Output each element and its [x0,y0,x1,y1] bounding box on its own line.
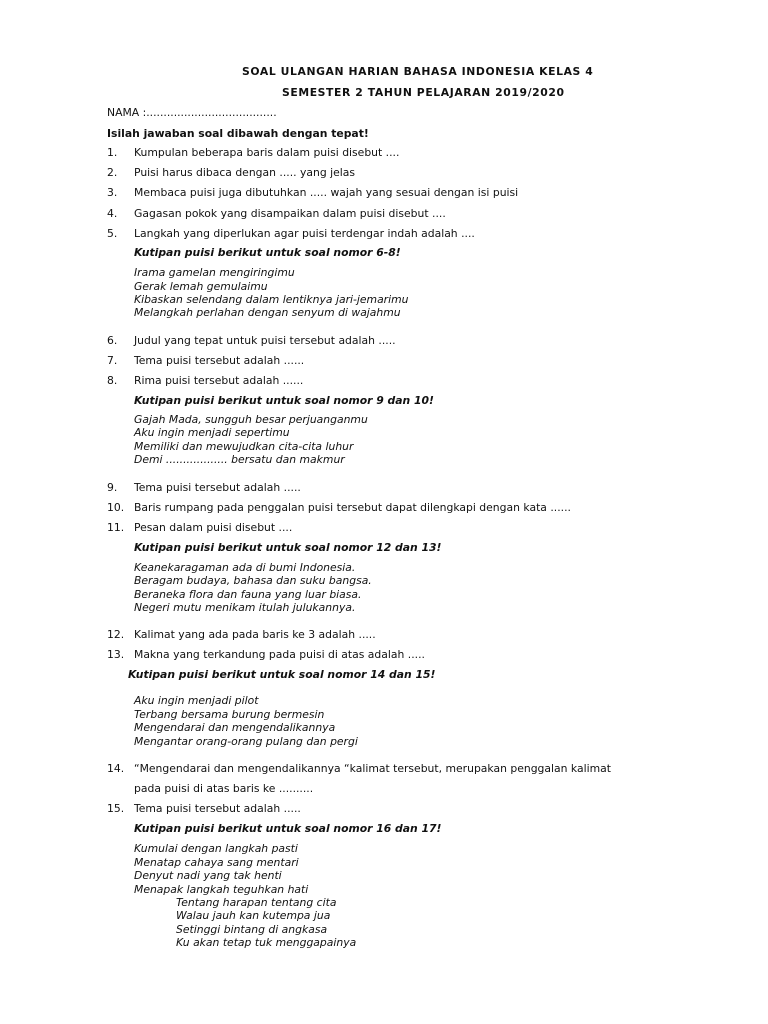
question-13: Makna yang terkandung pada puisi di atas adalah ..... [134,648,425,661]
poem-line: Mengendarai dan mengendalikannya [134,721,336,734]
question-10: Baris rumpang pada penggalan puisi tersebut dapat dilengkapi dengan kata ...... [134,501,571,514]
poem-line: Kumulai dengan langkah pasti [134,842,298,855]
question-2: Puisi harus dibaca dengan ..... yang jelas [134,166,356,179]
question-12: Kalimat yang ada pada baris ke 3 adalah ..... [134,628,376,641]
poem-line: Gajah Mada, sungguh besar perjuanganmu [134,413,368,426]
poem-header-14-15: Kutipan puisi berikut untuk soal nomor 14 dan 15! [128,668,436,681]
poem-line: Mengantar orang-orang pulang dan pergi [134,735,358,748]
question-number: 1. [107,146,118,159]
poem-line: Melangkah perlahan dengan senyum di wajahmu [134,306,401,319]
question-4: Gagasan pokok yang disampaikan dalam puisi disebut .... [134,207,446,220]
title-line-2: SEMESTER 2 TAHUN PELAJARAN 2019/2020 [282,86,565,99]
question-number: 10. [107,501,125,514]
question-15: Tema puisi tersebut adalah ..... [134,802,301,815]
poem-line: Walau jauh kan kutempa jua [176,909,331,922]
question-number: 8. [107,374,118,387]
question-11: Pesan dalam puisi disebut .... [134,521,293,534]
question-number: 13. [107,648,125,661]
poem-line: Tentang harapan tentang cita [176,896,337,909]
poem-header-12-13: Kutipan puisi berikut untuk soal nomor 12 dan 13! [134,541,442,554]
question-14-line-2: pada puisi di atas baris ke .......... [134,782,314,795]
question-number: 9. [107,481,118,494]
question-number: 14. [107,762,125,775]
question-6: Judul yang tepat untuk puisi tersebut adalah ..... [134,334,396,347]
question-number: 7. [107,354,118,367]
question-number: 4. [107,207,118,220]
poem-header-16-17: Kutipan puisi berikut untuk soal nomor 16 dan 17! [134,822,442,835]
poem-line: Kibaskan selendang dalam lentiknya jari-jemarimu [134,293,409,306]
poem-header-9-10: Kutipan puisi berikut untuk soal nomor 9 dan 10! [134,394,434,407]
poem-line: Menatap cahaya sang mentari [134,856,299,869]
poem-line: Setinggi bintang di angkasa [176,923,328,936]
poem-line: Menapak langkah teguhkan hati [134,883,309,896]
question-9: Tema puisi tersebut adalah ..... [134,481,301,494]
poem-line: Denyut nadi yang tak henti [134,869,282,882]
poem-line: Irama gamelan mengiringimu [134,266,295,279]
question-1: Kumpulan beberapa baris dalam puisi disebut .... [134,146,400,159]
question-number: 2. [107,166,118,179]
question-number: 12. [107,628,125,641]
poem-line: Terbang bersama burung bermesin [134,708,325,721]
question-14-line-1: “Mengendarai dan mengendalikannya “kalimat tersebut, merupakan penggalan kalimat [134,762,611,775]
poem-line: Beragam budaya, bahasa dan suku bangsa. [134,574,372,587]
poem-line: Gerak lemah gemulaimu [134,280,268,293]
instruction: Isilah jawaban soal dibawah dengan tepat! [107,127,369,140]
title-line-1: SOAL ULANGAN HARIAN BAHASA INDONESIA KELAS 4 [242,65,594,78]
name-field-label: NAMA :...................................... [107,106,277,119]
question-8: Rima puisi tersebut adalah ...... [134,374,304,387]
question-number: 3. [107,186,118,199]
question-3: Membaca puisi juga dibutuhkan ..... wajah yang sesuai dengan isi puisi [134,186,519,199]
poem-line: Negeri mutu menikam itulah julukannya. [134,601,356,614]
question-number: 5. [107,227,118,240]
question-7: Tema puisi tersebut adalah ...... [134,354,305,367]
poem-line: Aku ingin menjadi pilot [134,694,259,707]
poem-line: Demi .................. bersatu dan makmur [134,453,345,466]
poem-line: Keanekaragaman ada di bumi Indonesia. [134,561,356,574]
question-number: 6. [107,334,118,347]
poem-line: Aku ingin menjadi sepertimu [134,426,290,439]
poem-header-6-8: Kutipan puisi berikut untuk soal nomor 6-8! [134,246,401,259]
poem-line: Memiliki dan mewujudkan cita-cita luhur [134,440,354,453]
poem-line: Beraneka flora dan fauna yang luar biasa. [134,588,362,601]
question-number: 11. [107,521,125,534]
question-number: 15. [107,802,125,815]
question-5: Langkah yang diperlukan agar puisi terdengar indah adalah .... [134,227,475,240]
poem-line: Ku akan tetap tuk menggapainya [176,936,357,949]
